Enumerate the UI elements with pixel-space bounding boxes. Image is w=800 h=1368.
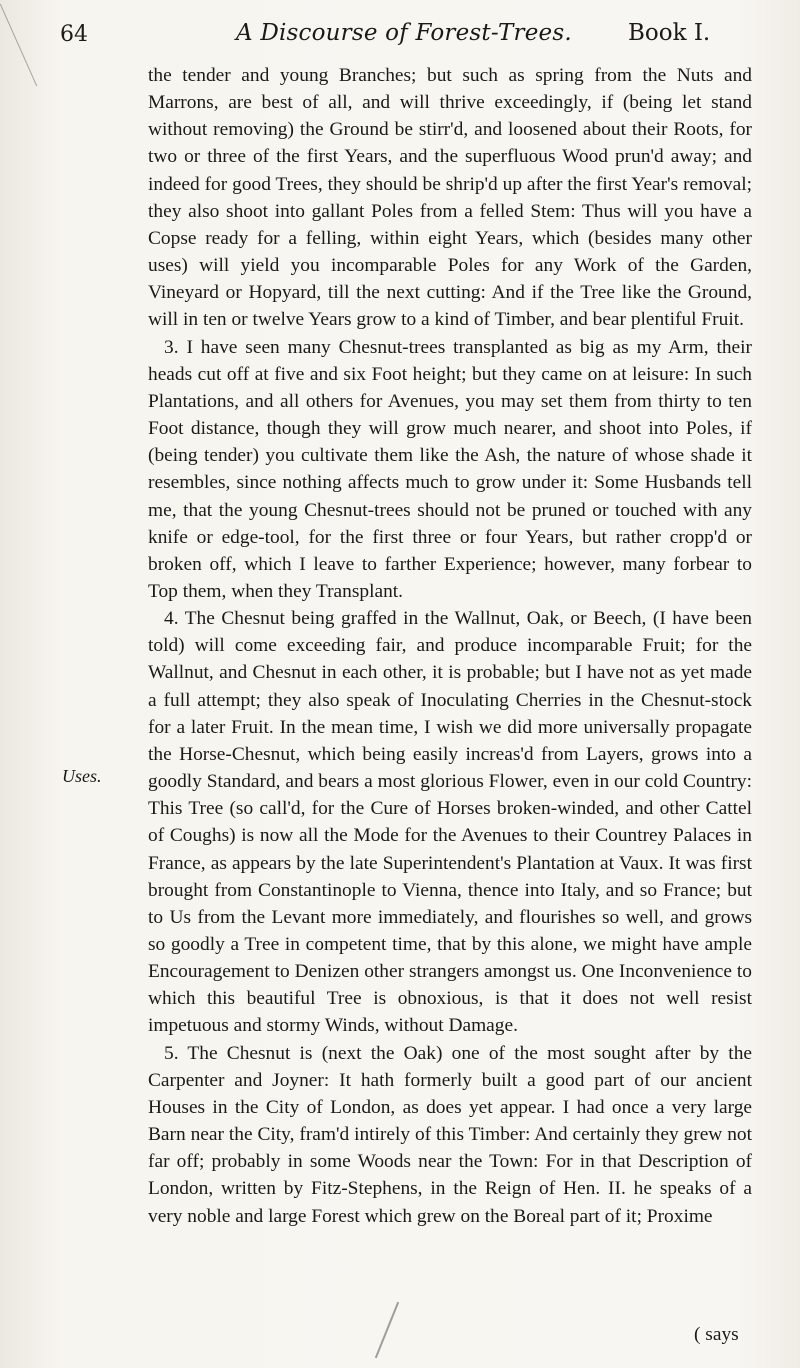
catchword: ( says <box>694 1324 739 1345</box>
margin-note: Uses. <box>62 766 102 786</box>
body-text <box>148 62 752 1230</box>
page-number: 64 <box>60 22 88 47</box>
paragraph-5: 5. The Chesnut is (next the Oak) one of the most sought after by the Carpenter and Joyner: It hath formerly built a good part of our ancient Houses in the City of London, as does yet appear. I had once a very large Barn near the City, fram'd intirely of this Timber: And certainly they grew not far off; probably in some Woods near the Town: For in that Description of London, written by Fitz-Stephens, in the Reign of Hen. II. he speaks of a very noble and large Forest which grew on the Boreal part of it; Proxime <box>148 1042 752 1227</box>
book-label: Book I. <box>628 20 711 46</box>
paragraph-3: 3. I have seen many Chesnut-trees transplanted as big as my Arm, their heads cut off at five and six Foot height; but they came on at leisure: In such Plantations, and all others for Avenues, you may set them from thirty to ten Foot distance, though they will grow much nearer, and shoot into Poles, if (being tender) you cultivate them like the Ash, the nature of whose shade it resembles, since nothing affects much to grow under it: Some Husbands tell me, that the young Chesnut-trees should not be pruned or touched with any knife or edge-tool, for the first three or four Years, but rather cropp'd or broken off, which I leave to farther Experience; however, many forbear to Top them, when they Transplant. <box>148 336 752 602</box>
running-title: A Discourse of Forest-Trees. <box>236 20 572 46</box>
page-edge-mark <box>0 4 37 87</box>
stray-pen-mark <box>375 1302 399 1358</box>
paragraph-continuation: the tender and young Branches; but such as spring from the Nuts and Marrons, are best of all, and will thrive exceedingly, if (being let stand without removing) the Ground be stirr'd, and loosened about their Roots, for two or three of the first Years, and the superfluous Wood prun'd away; and indeed for good Trees, they should be shrip'd up after the first Year's removal; they also shoot into gallant Poles from a felled Stem: Thus will you have a Copse ready for a felling, within eight Years, which (besides many other uses) will yield you incomparable Poles for any Work of the Garden, Vineyard or Hopyard, till the next cutting: And if the Tree like the Ground, will in ten or twelve Years grow to a kind of Timber, and bear plentiful Fruit. <box>148 65 752 331</box>
paragraph-4: 4. The Chesnut being graffed in the Wallnut, Oak, or Beech, (I have been told) will come exceeding fair, and produce incomparable Fruit; for the Wallnut, and Chesnut in each other, it is probable; but I have not as yet made a full attempt; they also speak of Inoculating Cherries in the Chesnut-stock for a later Fruit. In the mean time, I wish we did more universally propagate the Horse-Chesnut, which being easily increas'd from Layers, grows into a goodly Standard, and bears a most glorious Flower, even in our cold Country: This Tree (so call'd, for the Cure of Horses broken-winded, and other Cattel of Coughs) is now all the Mode for the Avenues to their Countrey Palaces in France, as appears by the late Superintendent's Plantation at Vaux. It was first brought from Constantinople to Vienna, thence into Italy, and so France; but to Us from the Levant more immediately, and flourishes so well, and grows so goodly a Tree in competent time, that by this alone, we might have ample Encouragement to Denizen other strangers amongst us. One Inconvenience to which this beautiful Tree is obnoxious, is that it does not well resist impetuous and stormy Winds, without Damage. <box>148 608 752 1037</box>
